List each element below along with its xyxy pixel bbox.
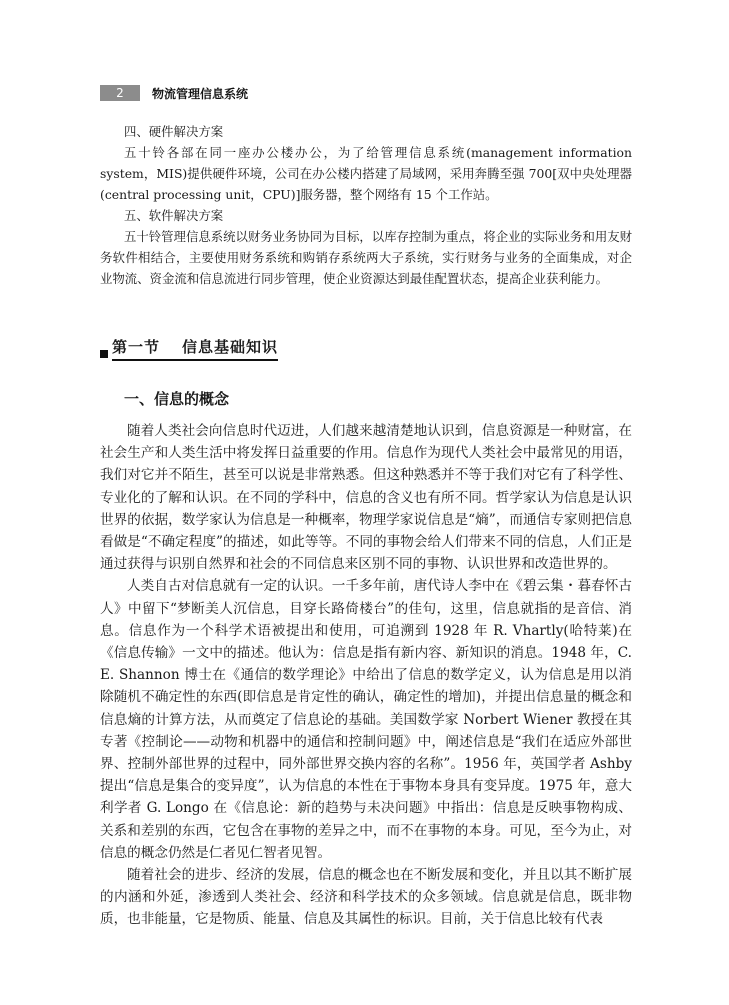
software-paragraph: 五十铃管理信息系统以财务业务协同为目标，以库存控制为重点，将企业的实际业务和用友财务软件相结合，主要使用财务系统和购销存系统两大子系统，实行财务与业务的全面集成，对企业物流、资金流和信息流进行同步管理，使企业资源达到最佳配置状态，提高企业获利能力。 bbox=[100, 229, 633, 286]
section-label: 第一节 bbox=[112, 338, 161, 356]
section-marker bbox=[100, 350, 108, 358]
body-paragraph-1: 随着人类社会向信息时代迈进，人们越来越清楚地认识到，信息资源是一种财富，在社会生产和人类生活中将发挥日益重要的作用。信息作为现代人类社会中最常见的用语，我们对它并不陌生，甚至可以说是非常熟悉。但这种熟悉并不等于我们对它有了科学性、专业化的了解和认识。在不同的学科中，信息的含义也有所不同。哲学家认为信息是认识世界的依据，数学家认为信息是一种概率，物理学家说信息是“熵”，而通信专家则把信息看做是“不确定程度”的描述，如此等等。不同的事物会给人们带来不同的信息，人们正是通过获得与识别自然界和社会的不同信息来区别不同的事物、认识世界和改造世界的。 bbox=[100, 423, 632, 573]
section-heading bbox=[100, 336, 278, 361]
body-text bbox=[100, 420, 632, 931]
subsection-heading: 一、信息的概念 bbox=[124, 390, 230, 408]
hardware-heading: 四、硬件解决方案 bbox=[124, 124, 224, 139]
section-title: 信息基础知识 bbox=[182, 338, 279, 356]
body-paragraph-3: 随着社会的进步、经济的发展，信息的概念也在不断发展和变化，并且以其不断扩展的内涵和外延，渗透到人类社会、经济和科学技术的众多领域。信息就是信息，既非物质，也非能量，它是物质、能量、信息及其属性的标识。目前，关于信息比较有代表 bbox=[100, 867, 632, 928]
software-heading: 五、软件解决方案 bbox=[124, 208, 224, 223]
hardware-paragraph: 五十铃各部在同一座办公楼办公，为了给管理信息系统(management information system，MIS)提供硬件环境，公司在办公楼内搭建了局域网，采用奔腾至强 700[双中央处理器(central processing unit，CPU)]服务器，整个网络有 15 个工作站。 bbox=[100, 145, 632, 202]
book-title: 物流管理信息系统 bbox=[152, 86, 249, 101]
running-header bbox=[100, 84, 248, 102]
intro-block bbox=[100, 121, 632, 289]
section-heading-text bbox=[112, 336, 278, 361]
body-paragraph-2: 人类自古对信息就有一定的认识。一千多年前，唐代诗人李中在《碧云集・暮春怀古人》中留下“梦断美人沉信息，目穿长路倚楼台”的佳句，这里，信息就指的是音信、消息。信息作为一个科学术语被提出和使用，可追溯到 1928 年 R. Vhartly(哈特莱)在《信息传输》一文中的描述。他认为：信息是指有新内容、新知识的消息。1948 年，C. E. Shannon 博士在《通信的数学理论》中给出了信息的数学定义，认为信息是用以消除随机不确定性的东西(即信息是肯定性的确认，确定性的增加)，并提出信息量的概念和信息熵的计算方法，从而奠定了信息论的基础。美国数学家 Norbert Wiener 教授在其专著《控制论——动物和机器中的通信和控制问题》中，阐述信息是“我们在适应外部世界、控制外部世界的过程中，同外部世界交换内容的名称”。1956 年，英国学者 Ashby 提出“信息是集合的变异度”，认为信息的本性在于事物本身具有变异度。1975 年，意大利学者 G. Longo 在《信息论：新的趋势与未决问题》中指出：信息是反映事物构成、关系和差别的东西，它包含在事物的差异之中，而不在事物的本身。可见，至今为止，对信息的概念仍然是仁者见仁智者见智。 bbox=[100, 578, 632, 861]
page-number: 2 bbox=[100, 85, 140, 101]
